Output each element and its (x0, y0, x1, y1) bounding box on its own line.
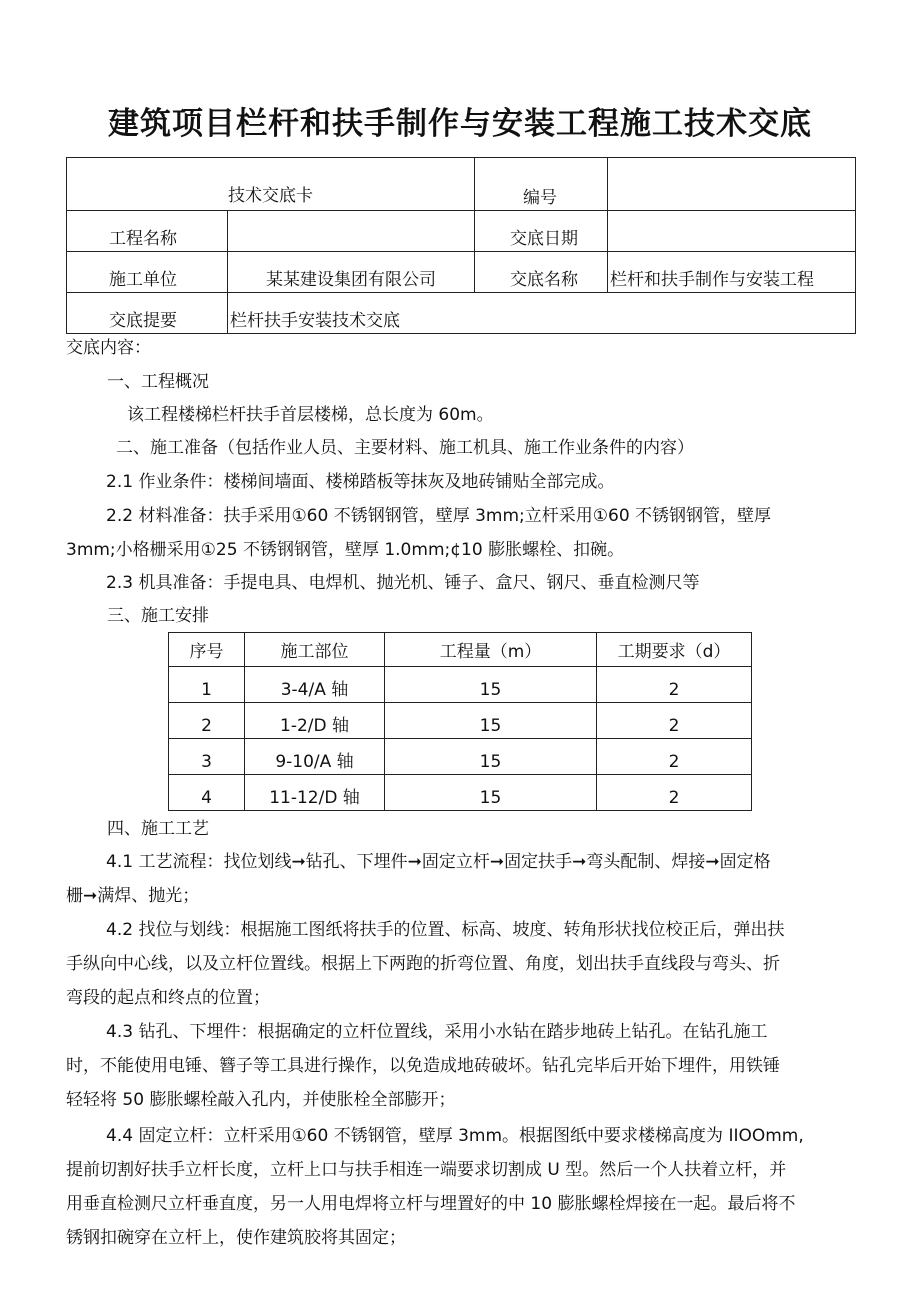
table-row (169, 703, 752, 739)
summary-value: 栏杆扶手安装技术交底 (228, 293, 856, 334)
section-2-heading: 二、施工准备（包括作业人员、主要材料、施工机具、施工作业条件的内容） (116, 438, 694, 458)
table-cell: 2 (597, 667, 752, 703)
project-name-value (228, 211, 475, 252)
section-4-4-line3: 用垂直检测尺立杆垂直度，另一人用电焊将立杆与埋置好的中 10 膨胀螺栓焊接在一起。最后将不 (66, 1194, 796, 1214)
section-4-3-line2: 时，不能使用电锤、簪子等工具进行操作，以免造成地砖破坏。钻孔完毕后开始下埋件，用铁锤 (66, 1056, 780, 1076)
section-1-heading: 一、工程概况 (107, 372, 209, 392)
section-4-1-line2: 栅➞满焊、抛光； (66, 886, 200, 906)
section-3-heading: 三、施工安排 (107, 606, 209, 626)
schedule-header: 施工部位 (245, 633, 385, 667)
tech-briefing-card (66, 157, 856, 334)
table-cell: 1-2/D 轴 (245, 703, 385, 739)
number-label: 编号 (475, 158, 608, 211)
date-value (608, 211, 856, 252)
date-label: 交底日期 (475, 211, 608, 252)
number-value (608, 158, 856, 211)
section-2-2-line1: 2.2 材料准备：扶手采用①60 不锈钢钢管，壁厚 3mm;立杆采用①60 不锈钢钢管，壁厚 (106, 506, 772, 526)
section-4-2-line1: 4.2 找位与划线：根据施工图纸将扶手的位置、标高、坡度、转角形状找位校正后，弹出扶 (106, 920, 785, 940)
schedule-header: 序号 (169, 633, 245, 667)
briefing-name-value: 栏杆和扶手制作与安装工程 (608, 252, 856, 293)
section-1-text: 该工程楼梯栏杆扶手首层楼梯，总长度为 60m。 (127, 405, 494, 425)
project-name-label: 工程名称 (67, 211, 228, 252)
table-cell: 15 (385, 667, 597, 703)
section-4-2-line2: 手纵向中心线，以及立杆位置线。根据上下两跑的折弯位置、角度，划出扶手直线段与弯头、折 (66, 954, 780, 974)
section-4-2-line3: 弯段的起点和终点的位置； (66, 988, 270, 1008)
table-cell: 3 (169, 739, 245, 775)
section-4-3-line1: 4.3 钻孔、下埋件：根据确定的立杆位置线，采用小水钻在踏步地砖上钻孔。在钻孔施工 (106, 1022, 768, 1042)
table-cell: 15 (385, 703, 597, 739)
section-4-3-line3: 轻轻将 50 膨胀螺栓敲入孔内，并使胀栓全部膨开； (66, 1090, 456, 1110)
briefing-name-label: 交底名称 (475, 252, 608, 293)
section-4-4-line4: 锈钢扣碗穿在立杆上，使作建筑胶将其固定； (66, 1228, 406, 1248)
unit-value: 某某建设集团有限公司 (228, 252, 475, 293)
section-4-1-line1: 4.1 工艺流程：找位划线➞钻孔、下埋件➞固定立杆➞固定扶手➞弯头配制、焊接➞固定格 (106, 852, 771, 872)
section-4-4-line2: 提前切割好扶手立杆长度，立杆上口与扶手相连一端要求切割成 U 型。然后一个人扶着立杆，并 (66, 1160, 787, 1180)
card-title: 技术交底卡 (67, 158, 475, 211)
table-cell: 1 (169, 667, 245, 703)
table-row (169, 775, 752, 811)
schedule-table (168, 632, 752, 811)
schedule-header: 工期要求（d） (597, 633, 752, 667)
table-cell: 2 (169, 703, 245, 739)
table-cell: 2 (597, 739, 752, 775)
table-cell: 2 (597, 775, 752, 811)
table-cell: 9-10/A 轴 (245, 739, 385, 775)
section-4-4-line1: 4.4 固定立杆：立杆采用①60 不锈钢管，壁厚 3mm。根据图纸中要求楼梯高度为 IIOOmm, (106, 1126, 804, 1146)
table-cell: 4 (169, 775, 245, 811)
table-cell: 15 (385, 739, 597, 775)
document-title: 建筑项目栏杆和扶手制作与安装工程施工技术交底 (108, 106, 812, 142)
table-row (169, 667, 752, 703)
section-4-heading: 四、施工工艺 (107, 819, 209, 839)
table-cell: 15 (385, 775, 597, 811)
section-2-3: 2.3 机具准备：手提电具、电焊机、抛光机、锤子、盒尺、钢尺、垂直检测尺等 (106, 573, 700, 593)
section-2-1: 2.1 作业条件：楼梯间墙面、楼梯踏板等抹灰及地砖铺贴全部完成。 (106, 472, 615, 492)
schedule-header: 工程量（m） (385, 633, 597, 667)
summary-label: 交底提要 (67, 293, 228, 334)
table-cell: 2 (597, 703, 752, 739)
table-cell: 3-4/A 轴 (245, 667, 385, 703)
table-cell: 11-12/D 轴 (245, 775, 385, 811)
table-row (169, 739, 752, 775)
content-intro: 交底内容： (66, 338, 151, 358)
section-2-2-line2: 3mm;小格栅采用①25 不锈钢钢管，壁厚 1.0mm;¢10 膨胀螺栓、扣碗。 (66, 540, 625, 560)
unit-label: 施工单位 (67, 252, 228, 293)
